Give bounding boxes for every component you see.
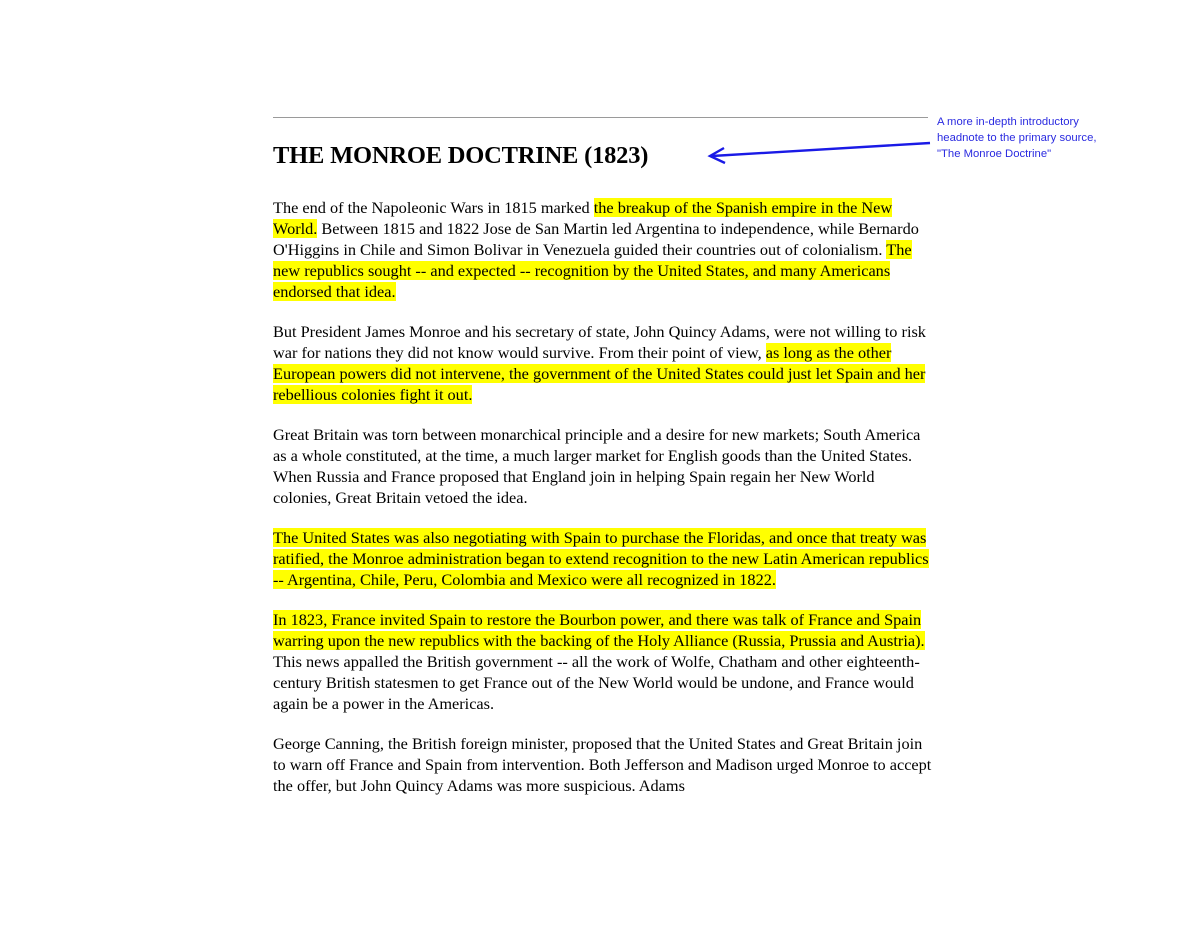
highlighted-text: the breakup of the Spanish empire in the New World.	[273, 198, 893, 238]
body-text-segment: The end of the Napoleonic Wars in 1815 marked	[273, 198, 594, 217]
highlighted-text: The United States was also negotiating with Spain to purchase the Floridas, and once that treaty was ratified, the Monroe administration began to extend recognition to the new Latin American republics -- Argentina, Chile, Peru, Colombia and Mexico were all recognized in 1822.	[273, 528, 929, 589]
margin-annotation	[937, 114, 1147, 162]
body-text-segment: George Canning, the British foreign minister, proposed that the United States and Great Britain join to warn off France and Spain from intervention. Both Jefferson and Madison urged Monroe to accept the offer, but John Quincy Adams was more suspicious. Adams	[273, 734, 932, 795]
highlighted-text: In 1823, France invited Spain to restore the Bourbon power, and there was talk of France and Spain warring upon the new republics with the backing of the Holy Alliance (Russia, Prussia and Austria).	[273, 610, 925, 650]
body-paragraph	[273, 527, 933, 590]
body-text-segment: This news appalled the British government -- all the work of Wolfe, Chatham and other eighteenth-century British statesmen to get France out of the New World would be undone, and France would again be a power in the Americas.	[273, 652, 920, 713]
body-paragraph	[273, 321, 933, 405]
highlighted-text: as long as the other European powers did not intervene, the government of the United States could just let Spain and her rebellious colonies fight it out.	[273, 343, 926, 404]
header-rule	[273, 117, 928, 118]
annotation-line: A more in-depth introductory	[937, 116, 1079, 128]
body-text-segment: Between 1815 and 1822 Jose de San Martin led Argentina to independence, while Bernardo O'Higgins in Chile and Simon Bolivar in Venezuela guided their countries out of colonialism.	[273, 219, 919, 259]
body-text-segment: Great Britain was torn between monarchical principle and a desire for new markets; South America as a whole constituted, at the time, a much larger market for English goods than the United States. When Russia and France proposed that England join in helping Spain regain her New World colonies, Great Britain vetoed the idea.	[273, 425, 921, 507]
annotation-line: headnote to the primary source,	[937, 132, 1097, 144]
body-paragraph	[273, 197, 933, 302]
body-text-segment: But President James Monroe and his secretary of state, John Quincy Adams, were not willing to risk war for nations they did not know would survive. From their point of view,	[273, 322, 926, 362]
body-paragraph	[273, 609, 933, 714]
annotation-line: "The Monroe Doctrine"	[937, 148, 1052, 160]
document-title: THE MONROE DOCTRINE (1823)	[273, 142, 649, 169]
body-paragraph	[273, 733, 933, 796]
body-paragraph	[273, 424, 933, 508]
document-body	[273, 197, 933, 815]
highlighted-text: The new republics sought -- and expected -- recognition by the United States, and many Americans endorsed that idea.	[273, 240, 912, 301]
